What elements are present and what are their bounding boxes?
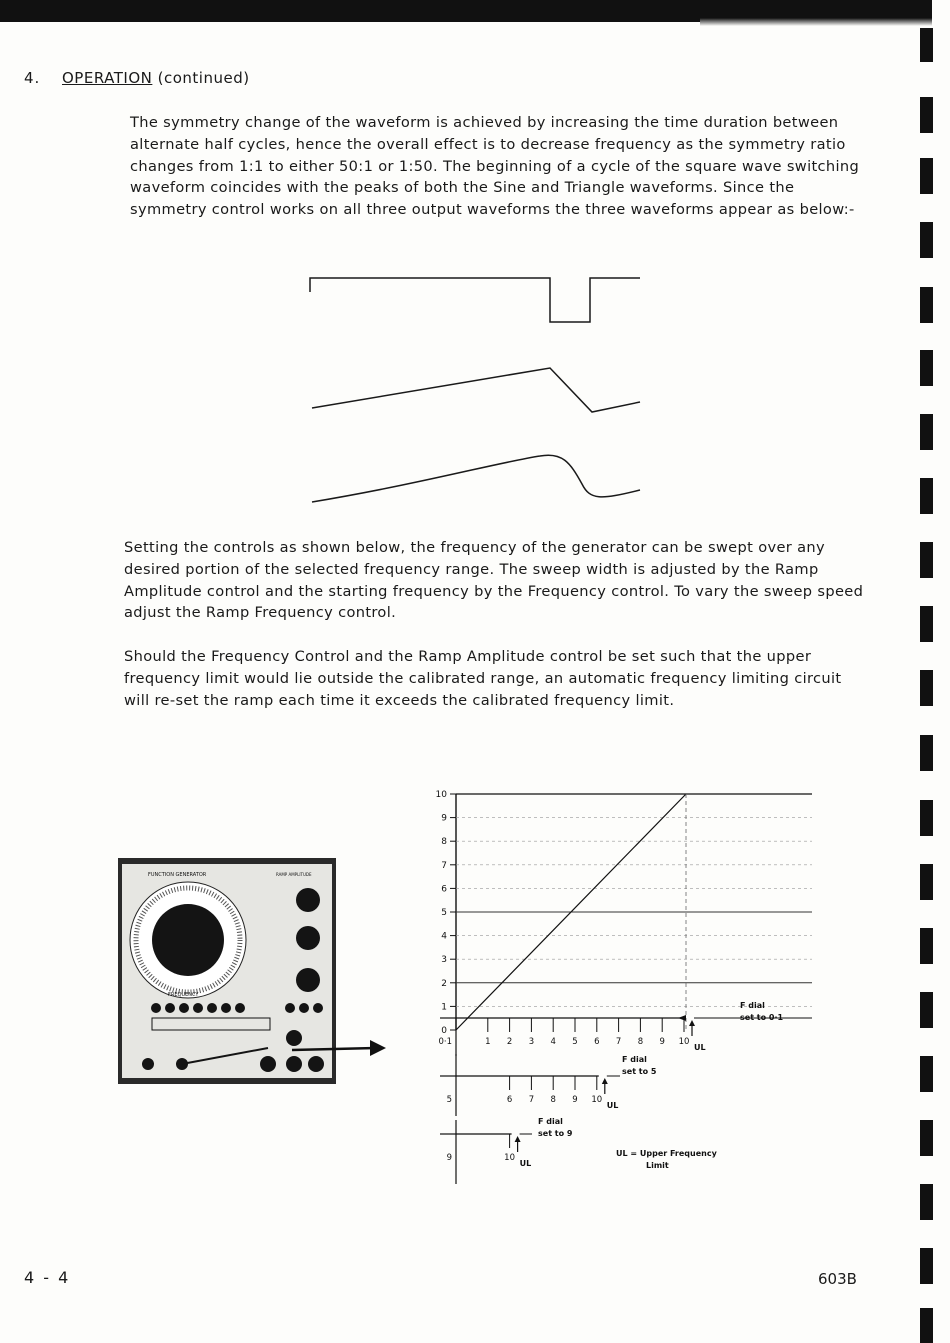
scale1-ul-label: UL xyxy=(694,1043,706,1052)
y-tick-label: 3 xyxy=(441,955,447,966)
binding-mark xyxy=(920,1120,933,1156)
range-button xyxy=(235,1003,245,1013)
range-button xyxy=(165,1003,175,1013)
binding-mark xyxy=(920,1248,933,1284)
binding-mark xyxy=(920,735,933,771)
scale1-arrowhead xyxy=(678,1015,686,1021)
range-button xyxy=(179,1003,189,1013)
y-tick-label: 7 xyxy=(441,860,447,871)
range-button xyxy=(221,1003,231,1013)
scale1-tick-label: 1 xyxy=(485,1037,491,1047)
panel-frequency-label: FREQUENCY xyxy=(168,992,199,998)
scale1-tick-label: 10 xyxy=(678,1037,690,1047)
binding-mark xyxy=(920,606,933,642)
binding-mark xyxy=(920,97,933,133)
paragraph-symmetry: The symmetry change of the waveform is achieved by increasing the time duration between alternate half cycles, hence the overall effect is to decrease frequency as the symmetry ratio changes from 1:1 to either 50:1 or 1:50. The beginning of a cycle of the square wave switching waveform coincides with the peaks of both the Sine and Triangle waveforms. Since the symmetry control works on all three output waveforms the three waveforms appear as below:- xyxy=(130,114,860,219)
scale1-start-label: 0·1 xyxy=(438,1037,452,1047)
y-tick-label: 9 xyxy=(441,813,447,824)
scale3-note-line1: F dial xyxy=(538,1117,563,1126)
binding-mark xyxy=(920,670,933,706)
scale1-note-line1: F dial xyxy=(740,1001,765,1010)
scale2-tick-label: 7 xyxy=(528,1095,535,1105)
scale1-ul-arrowhead xyxy=(689,1020,695,1026)
binding-mark xyxy=(920,28,933,62)
y-tick-label: 1 xyxy=(441,1002,447,1013)
scale3-tick-label: 10 xyxy=(504,1153,516,1163)
patch-arrow xyxy=(288,1022,398,1062)
output-socket xyxy=(260,1056,276,1072)
sine-wave xyxy=(312,455,640,502)
function-button xyxy=(299,1003,309,1013)
binding-mark xyxy=(920,287,933,323)
scale1-tick-label: 6 xyxy=(594,1037,600,1047)
y-tick-label: 8 xyxy=(441,837,447,848)
symmetry-knob xyxy=(296,968,320,992)
scale1-tick-label: 7 xyxy=(615,1037,622,1047)
scale1-tick-label: 9 xyxy=(659,1037,665,1047)
binding-mark xyxy=(920,992,933,1028)
paragraph-limit: Should the Frequency Control and the Ramp Amplitude control be set such that the upper frequency limit would lie outside the calibrated range, an automatic frequency limiting circuit will re-set the ramp each time it exceeds the calibrated frequency limit. xyxy=(124,648,842,709)
ramp-amplitude-knob xyxy=(296,888,320,912)
binding-mark xyxy=(920,542,933,578)
ramp-frequency-knob xyxy=(296,926,320,950)
scale3-note-line2: set to 9 xyxy=(538,1129,573,1138)
scale1-note-line2: set to 0·1 xyxy=(740,1013,784,1022)
range-button xyxy=(207,1003,217,1013)
y-tick-label: 5 xyxy=(441,908,447,918)
y-tick-label: 6 xyxy=(441,884,447,895)
section-title-suffix: (continued) xyxy=(157,69,250,87)
y-tick-label: 0 xyxy=(441,1026,447,1036)
binding-mark xyxy=(920,800,933,836)
waveform-diagram xyxy=(300,262,650,512)
page-number: 4 - 4 xyxy=(24,1268,71,1287)
section-number: 4. xyxy=(24,69,41,87)
y-tick-label: 4 xyxy=(441,931,447,942)
binding-mark xyxy=(920,414,933,450)
square-wave xyxy=(310,278,640,322)
scale1-tick-label: 2 xyxy=(506,1037,513,1047)
output-socket xyxy=(142,1058,154,1070)
binding-mark xyxy=(920,478,933,514)
scale3-start-label: 9 xyxy=(446,1153,452,1163)
legend-line2: Limit xyxy=(646,1161,669,1170)
scale2-ul-label: UL xyxy=(606,1101,619,1110)
triangle-wave xyxy=(312,368,640,412)
binding-mark xyxy=(920,1308,933,1343)
scale3-ul-label: UL xyxy=(519,1159,532,1168)
section-title xyxy=(62,69,250,87)
section-title-text: OPERATION xyxy=(62,69,153,87)
scale2-ul-arrowhead xyxy=(602,1078,608,1084)
function-button xyxy=(285,1003,295,1013)
frequency-knob xyxy=(152,904,224,976)
binding-mark xyxy=(920,158,933,194)
scale2-tick-label: 6 xyxy=(506,1095,513,1105)
scale2-note-line1: F dial xyxy=(622,1055,647,1064)
binding-mark xyxy=(920,1184,933,1220)
range-button xyxy=(151,1003,161,1013)
panel-title: FUNCTION GENERATOR xyxy=(148,872,207,878)
panel-ramp-label: RAMP AMPLITUDE xyxy=(276,872,312,877)
function-button xyxy=(313,1003,323,1013)
scale2-tick-label: 10 xyxy=(591,1095,603,1105)
scale1-tick-label: 5 xyxy=(572,1037,578,1047)
scale2-note-line2: set to 5 xyxy=(622,1067,657,1076)
scale3-ul-arrowhead xyxy=(515,1136,521,1142)
binding-mark xyxy=(920,928,933,964)
scale2-start-label: 5 xyxy=(446,1095,452,1105)
top-scan-shadow xyxy=(700,18,932,26)
scale2-tick-label: 8 xyxy=(550,1095,556,1105)
legend-line1: UL = Upper Frequency xyxy=(616,1149,717,1158)
y-tick-label: 2 xyxy=(441,978,447,989)
range-button xyxy=(193,1003,203,1013)
document-number: 603B xyxy=(818,1270,857,1288)
sweep-chart xyxy=(420,780,830,1200)
scale1-tick-label: 4 xyxy=(550,1037,556,1047)
binding-mark xyxy=(920,222,933,258)
binding-mark xyxy=(920,864,933,900)
scale2-tick-label: 9 xyxy=(572,1095,578,1105)
binding-mark xyxy=(920,1056,933,1092)
y-tick-label: 10 xyxy=(435,790,447,800)
scale1-tick-label: 3 xyxy=(528,1037,535,1047)
binding-mark xyxy=(920,350,933,386)
scale1-tick-label: 8 xyxy=(637,1037,644,1047)
paragraph-sweep: Setting the controls as shown below, the frequency of the generator can be swept over any desired portion of the selected frequency range. The sweep width is adjusted by the Ramp Amplitude control and the starting frequency by the Frequency control. To vary the sweep speed adjust the Ramp Frequency control. xyxy=(124,539,864,622)
